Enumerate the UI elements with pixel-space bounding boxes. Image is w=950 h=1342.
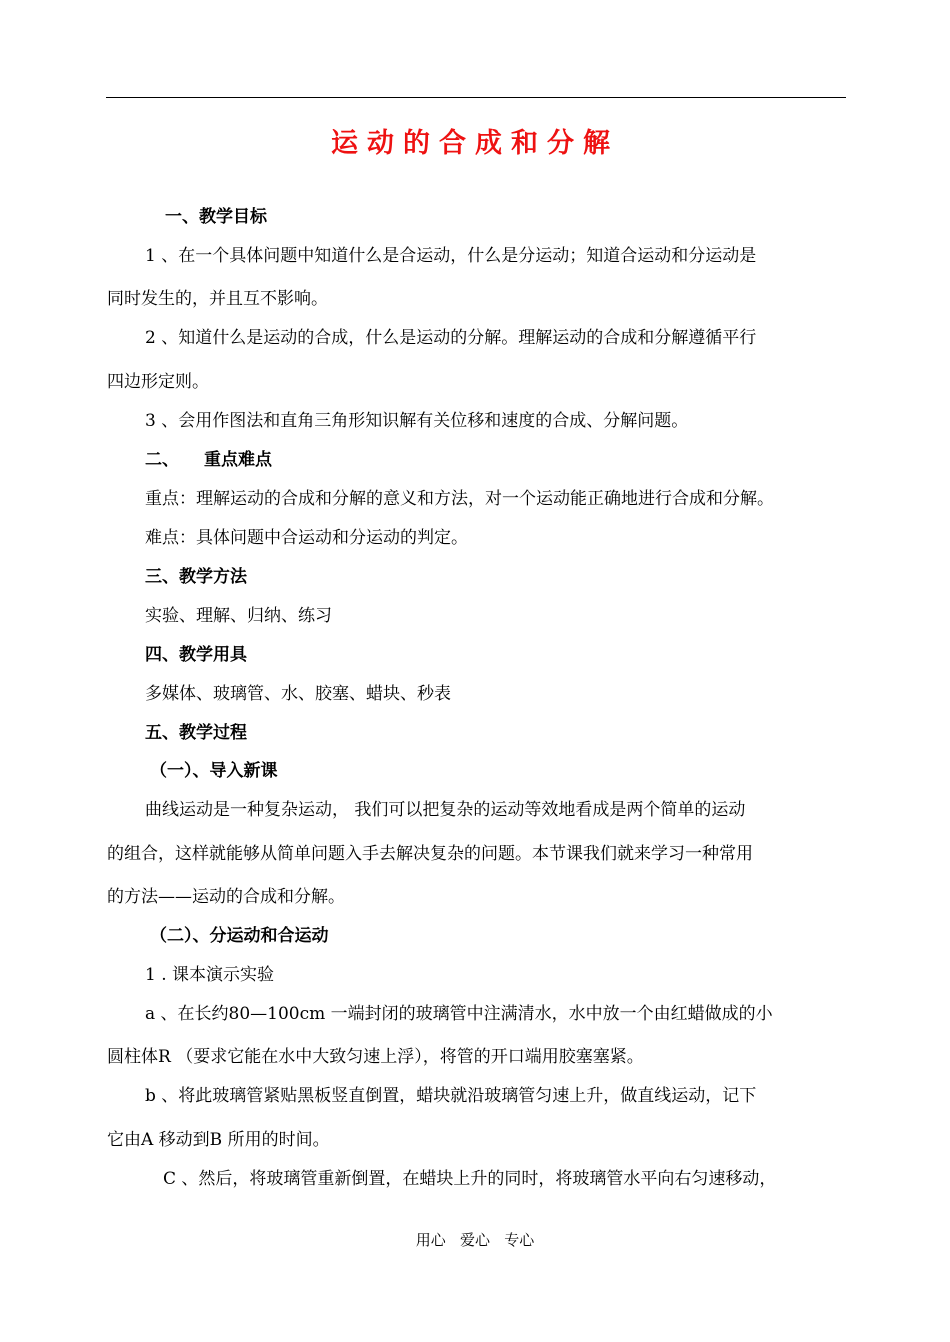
paragraph-line: 四边形定则。: [107, 372, 209, 392]
paragraph-line: 实验、理解、归纳、练习: [145, 606, 332, 626]
paragraph-line: 的方法——运动的合成和分解。: [107, 887, 345, 907]
header-rule: [106, 97, 846, 98]
paragraph-line: 多媒体、玻璃管、水、胶塞、蜡块、秒表: [145, 684, 451, 704]
section-heading-tools: 四、教学用具: [145, 645, 247, 665]
section-heading-process: 五、教学过程: [145, 723, 247, 743]
section-heading-objectives: 一、教学目标: [165, 207, 267, 227]
page-title: 运动的合成和分解: [331, 128, 619, 159]
page-footer: 用心 爱心 专心: [415, 1231, 535, 1249]
paragraph-line: 同时发生的，并且互不影响。: [107, 289, 328, 309]
paragraph-line: 重点：理解运动的合成和分解的意义和方法，对一个运动能正确地进行合成和分解。: [145, 489, 774, 509]
paragraph-line: 1 . 课本演示实验: [145, 965, 275, 985]
paragraph-line: 曲线运动是一种复杂运动， 我们可以把复杂的运动等效地看成是两个简单的运动: [145, 800, 746, 820]
paragraph-line: 圆柱体R （要求它能在水中大致匀速上浮），将管的开口端用胶塞塞紧。: [107, 1047, 644, 1067]
paragraph-line: 难点：具体问题中合运动和分运动的判定。: [145, 528, 468, 548]
section-heading-methods: 三、教学方法: [145, 567, 247, 587]
subsection-heading-intro: （一）、导入新课: [150, 761, 278, 781]
paragraph-line: 3 、会用作图法和直角三角形知识解有关位移和速度的合成、分解问题。: [145, 411, 689, 431]
subsection-heading-motions: （二）、分运动和合运动: [150, 926, 329, 946]
section-heading-key-points: 重点难点: [204, 450, 272, 470]
paragraph-line: b 、将此玻璃管紧贴黑板竖直倒置，蜡块就沿玻璃管匀速上升，做直线运动，记下: [145, 1086, 757, 1106]
paragraph-line: 它由A 移动到B 所用的时间。: [107, 1130, 330, 1150]
paragraph-line: C 、然后，将玻璃管重新倒置，在蜡块上升的同时，将玻璃管水平向右匀速移动，: [163, 1169, 777, 1189]
paragraph-line: 1 、在一个具体问题中知道什么是合运动，什么是分运动；知道合运动和分运动是: [145, 246, 757, 266]
paragraph-line: a 、在长约80—100cm 一端封闭的玻璃管中注满清水，水中放一个由红蜡做成的小: [145, 1004, 773, 1024]
section-number-key-points: 二、: [145, 450, 179, 470]
paragraph-line: 2 、知道什么是运动的合成，什么是运动的分解。理解运动的合成和分解遵循平行: [145, 328, 757, 348]
paragraph-line: 的组合，这样就能够从简单问题入手去解决复杂的问题。本节课我们就来学习一种常用: [107, 844, 753, 864]
